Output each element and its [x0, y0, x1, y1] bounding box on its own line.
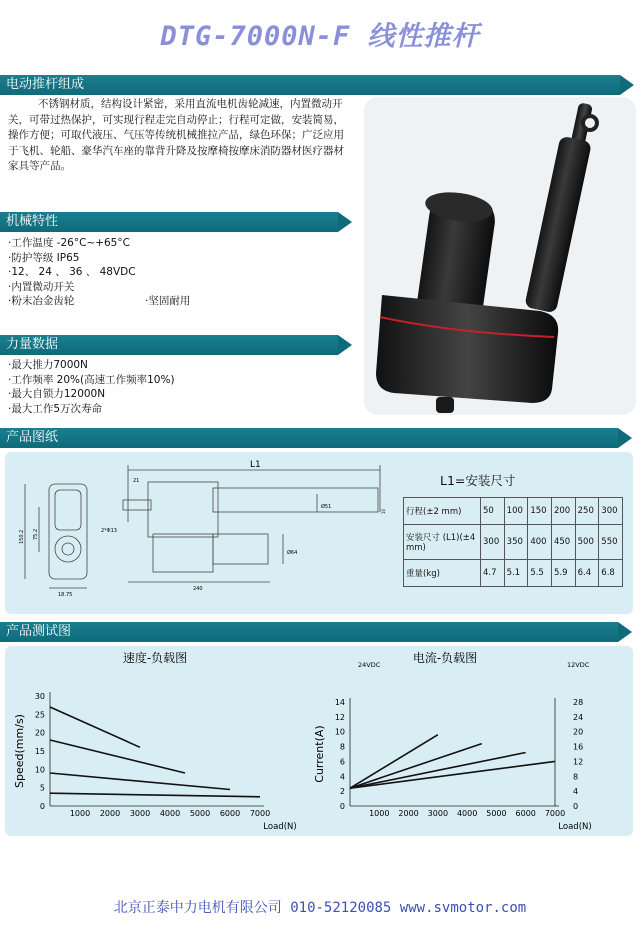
series-line-1: [50, 707, 140, 747]
composition-text: 不锈钢材质，结构设计紧密，采用直流电机齿轮减速，内置微动开关，可带过热保护，可实现行程走完自动停止；行程可定做，安装简易，操作方便；可取代液压、气压等传统机械推拉产品，绿色环保；广泛应用于飞机、轮船、豪华汽车座的靠背升降及按摩椅按摩床消防器材医疗器材家具等产品。: [8, 98, 344, 172]
table-cell: 400: [528, 525, 552, 560]
dim-75: 75.2: [33, 528, 39, 540]
drawing-panel: [5, 452, 633, 614]
section-title: 产品测试图: [6, 624, 72, 639]
list-item: ·防护等级 IP65: [8, 251, 80, 264]
x-tick-label: 3000: [427, 809, 449, 818]
test-charts: [5, 646, 633, 836]
y-tick-label: 14: [334, 698, 345, 707]
series-line-4: [50, 793, 260, 797]
list-item: ·最大工作5万次寿命: [8, 402, 103, 415]
list-item: ·最大自锁力12000N: [8, 388, 106, 400]
section-bar-drawing: [0, 428, 618, 448]
x-tick-label: 7000: [544, 809, 566, 818]
y-tick-label: 0: [339, 802, 345, 811]
table-cell: 5.1: [504, 560, 528, 587]
section-bar-mechanical: [0, 212, 338, 232]
section-title: 力量数据: [6, 337, 59, 352]
x-tick-label: 1000: [369, 809, 390, 818]
right-axis-unit-label: 12VDC: [567, 661, 590, 669]
table-cell: 6.4: [575, 560, 599, 587]
list-item: ·最大推力7000N: [8, 359, 88, 371]
chart-title: 电流-负载图: [412, 651, 478, 665]
x-axis-label: Load(N): [558, 822, 592, 832]
y-tick-label: 5: [39, 783, 45, 793]
series-line-3: [50, 773, 230, 790]
x-tick-label: 6000: [515, 809, 536, 818]
table-cell: 200: [551, 498, 575, 525]
test-panel: [5, 646, 633, 836]
table-cell: 350: [504, 525, 528, 560]
table-cell: 300: [599, 498, 623, 525]
x-tick-label: 2000: [398, 809, 419, 818]
y-tick-label: 2: [339, 787, 345, 797]
table-cell: 500: [575, 525, 599, 560]
section-bar-composition: [0, 75, 620, 95]
table-row: [404, 498, 623, 525]
y-tick-label-right: 12: [573, 757, 584, 767]
y-tick-label-right: 0: [573, 802, 579, 811]
x-tick-label: 7000: [249, 809, 271, 818]
section-bar-force: [0, 335, 338, 355]
dim-l1: L1: [250, 460, 261, 470]
section-title: 产品图纸: [6, 430, 59, 445]
y-tick-label: 4: [339, 772, 345, 782]
y-tick-label: 15: [34, 747, 45, 756]
table-row: [404, 525, 623, 560]
x-tick-label: 4000: [456, 809, 478, 818]
table-cell: 6.8: [599, 560, 623, 587]
dim-1875: 18.75: [58, 592, 73, 598]
y-tick-label: 10: [334, 727, 345, 737]
y-axis-label: Speed(mm/s): [13, 714, 26, 788]
y-tick-label-right: 20: [573, 727, 584, 737]
table-cell-label: 重量(kg): [404, 560, 481, 587]
table-cell: 450: [551, 525, 575, 560]
table-title: L1=安装尺寸: [440, 473, 516, 488]
table-cell: 250: [575, 498, 599, 525]
list-item: ·12、 24 、 36 、 48VDC: [8, 266, 136, 278]
y-tick-label: 30: [34, 692, 45, 701]
table-row: [404, 560, 623, 587]
y-tick-label: 0: [39, 802, 45, 811]
chart-title: 速度-负载图: [122, 651, 188, 665]
list-item: ·工作频率 20%(高速工作频率10%): [8, 373, 175, 386]
list-item: ·工作温度 -26°C~+65°C: [8, 237, 130, 249]
linear-actuator-image: [364, 97, 636, 415]
section-title: 机械特性: [6, 214, 59, 229]
table-cell: 50: [481, 498, 505, 525]
table-cell: 150: [528, 498, 552, 525]
dim-hole: 2*Φ13: [101, 528, 117, 534]
x-tick-label: 5000: [486, 809, 507, 818]
y-tick-label: 12: [334, 712, 345, 722]
x-tick-label: 5000: [189, 809, 211, 818]
list-item: ·坚固耐用: [145, 295, 191, 307]
table-cell: 100: [504, 498, 528, 525]
y-axis-label: Current(A): [313, 725, 326, 783]
x-tick-label: 2000: [99, 809, 121, 818]
dim-21: 21: [133, 478, 140, 484]
y-tick-label: 10: [34, 765, 45, 775]
table-cell-label: 安装尺寸 (L1)(±4 mm): [404, 525, 481, 560]
x-tick-label: 4000: [159, 809, 181, 818]
dim-64: Ø64: [287, 550, 298, 556]
table-cell: 5.5: [528, 560, 552, 587]
y-tick-label-right: 8: [573, 772, 579, 782]
series-line-1: [350, 735, 438, 789]
table-cell: 300: [481, 525, 505, 560]
y-tick-label-right: 16: [573, 742, 584, 752]
technical-drawing: [5, 452, 405, 614]
series-line-2: [50, 740, 185, 773]
x-tick-label: 3000: [129, 809, 151, 818]
force-list: [8, 358, 348, 416]
y-tick-label: 25: [34, 710, 45, 720]
spec-table: [403, 497, 623, 587]
dim-240: 240: [193, 586, 203, 592]
y-tick-label-right: 24: [573, 712, 584, 722]
table-cell-label: 行程(±2 mm): [404, 498, 481, 525]
product-photo: [364, 97, 636, 415]
footer-contact: 北京正泰中力电机有限公司 010-52120085 www.svmotor.com: [113, 900, 527, 916]
left-axis-unit-label: 24VDC: [358, 661, 381, 669]
list-item: ·内置微动开关: [8, 280, 75, 293]
page-title: DTG-7000N-F 线性推杆: [160, 21, 480, 52]
dim-10: 10: [381, 508, 386, 514]
y-tick-label: 8: [339, 742, 345, 752]
x-tick-label: 6000: [219, 809, 241, 818]
dim-51: Ø51: [321, 504, 332, 510]
table-cell: 550: [599, 525, 623, 560]
x-axis-label: Load(N): [263, 822, 297, 832]
y-tick-label-right: 28: [573, 698, 584, 707]
table-cell: 4.7: [481, 560, 505, 587]
mechanical-extra-wrap: [145, 294, 190, 309]
table-cell: 5.9: [551, 560, 575, 587]
y-tick-label: 20: [34, 728, 45, 738]
x-tick-label: 1000: [69, 809, 91, 818]
section-title: 电动推杆组成: [6, 77, 85, 92]
y-tick-label: 6: [339, 757, 345, 767]
series-line-4: [350, 761, 555, 788]
section-bar-test: [0, 622, 618, 642]
list-item: ·粉末冶金齿轮: [8, 295, 75, 307]
dim-150: 150.2: [19, 529, 25, 544]
y-tick-label-right: 4: [573, 787, 579, 797]
